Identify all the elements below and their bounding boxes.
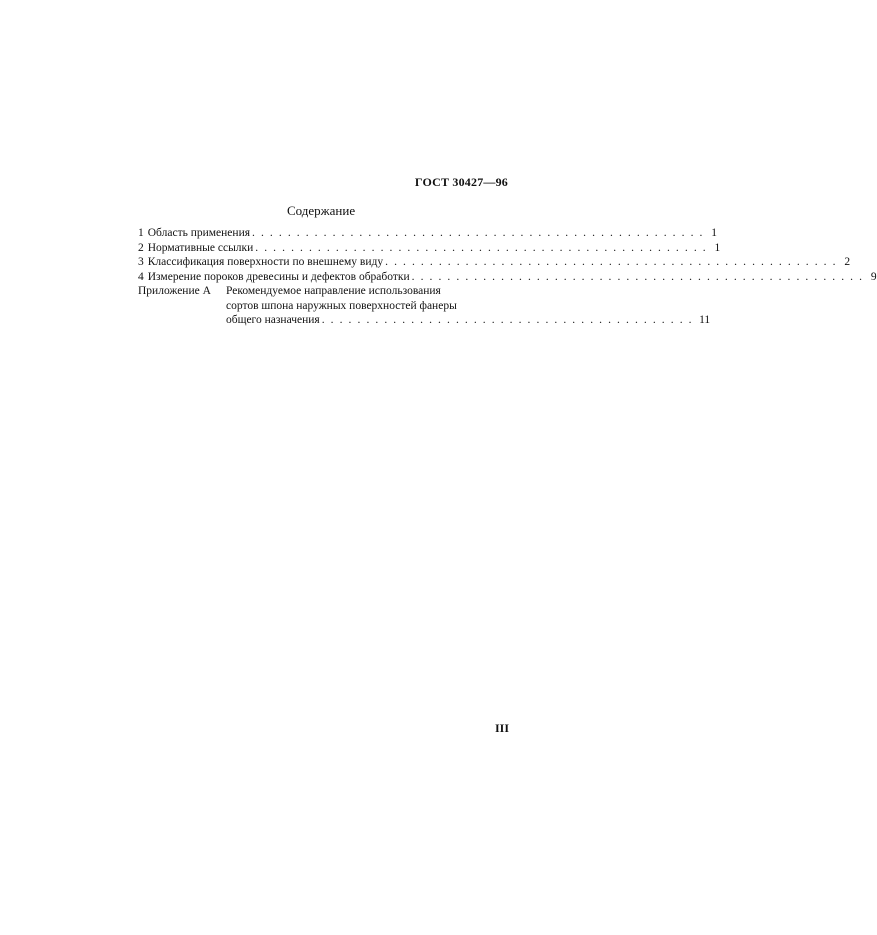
annex-title-line: Рекомендуемое направление использования [226,285,441,297]
document-code: ГОСТ 30427—96 [414,175,508,189]
toc-item-number: 3 [138,256,144,268]
toc-title: Содержание [287,203,356,218]
toc-item[interactable] [138,226,717,241]
toc-item-page: 1 [711,227,717,239]
toc-item-label: Измерение пороков древесины и дефектов обработки [147,270,410,283]
annex-title [226,284,710,328]
dot-leader: . . . . . . . . . . . . . . . . . . . . . . . . . . . . . . . . . . . . . . . . . . . . . . . . . . . [252,227,704,239]
toc-item[interactable] [138,255,851,270]
toc-item-number: 1 [138,227,144,239]
annex-number: Приложение А [138,285,211,297]
dot-leader: . . . . . . . . . . . . . . . . . . . . . . . . . . . . . . . . . . . . . . . . . . [321,314,694,326]
toc-item[interactable] [138,241,721,256]
dot-leader: . . . . . . . . . . . . . . . . . . . . . . . . . . . . . . . . . . . . . . . . . . . . . . . . . . . [411,270,864,283]
toc-item-page: 9 [870,270,877,283]
dot-leader: . . . . . . . . . . . . . . . . . . . . . . . . . . . . . . . . . . . . . . . . . . . . . . . . . . . [255,241,708,254]
annex-title-line: общего назначения [226,314,320,326]
dot-leader: . . . . . . . . . . . . . . . . . . . . . . . . . . . . . . . . . . . . . . . . . . . . . . . . . . . [385,256,838,268]
toc-item-label: Нормативные ссылки [147,241,254,254]
toc-item-number: 2 [138,241,144,254]
toc-item-page: 1 [714,241,721,254]
toc-item-label: Область применения [147,227,251,239]
toc-item-label: Классификация поверхности по внешнему виду [147,256,384,268]
toc-item-page: 2 [844,256,851,268]
annex-title-line: сортов шпона наружных поверхностей фанеры [226,299,457,312]
table-of-contents [138,226,877,328]
toc-item[interactable] [138,270,877,285]
toc-annex-item[interactable] [138,284,711,328]
page-number: III [494,721,509,735]
toc-item-number: 4 [138,270,144,283]
annex-page: 11 [699,314,711,326]
